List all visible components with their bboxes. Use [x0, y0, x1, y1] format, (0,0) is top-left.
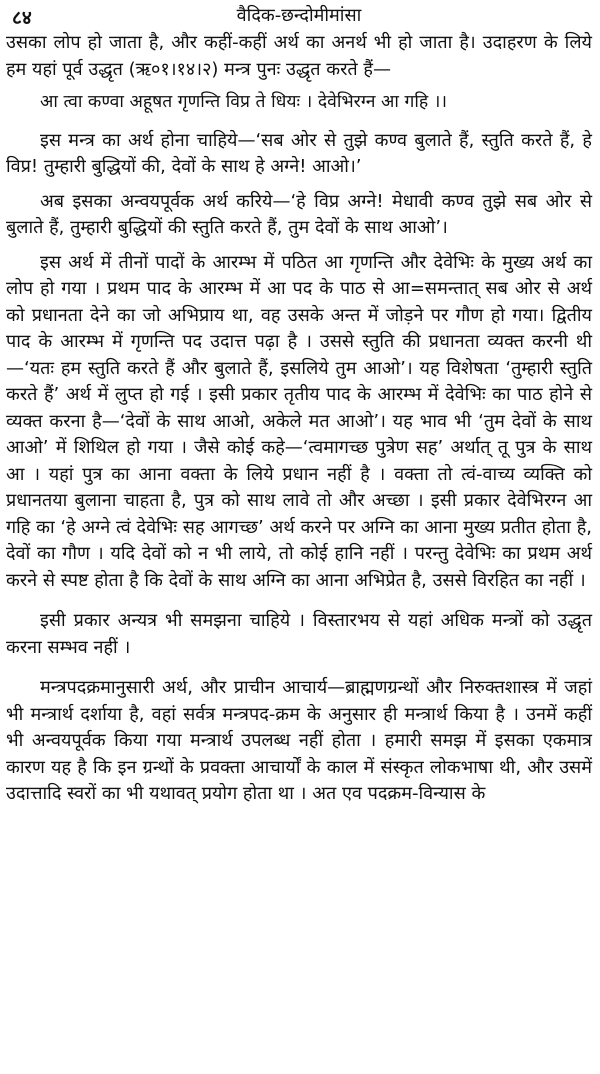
- paragraph-meaning: इस मन्त्र का अर्थ होना चाहिये—‘सब ओर से तुझे कण्व बुलाते हैं, स्तुति करते हैं, हे विप्र! तुम्हारी बुद्धियों की, देवों के साथ हे अग्ने! आओ।’: [6, 129, 592, 177]
- running-title: वैदिक-छन्दोमीमांसा: [236, 5, 362, 26]
- mantra-quote: आ त्वा कण्वा अहूषत गृणन्ति विप्र ते धियः । देवेभिरग्न आ गहि ।।: [40, 92, 447, 112]
- paragraph-analysis: इस अर्थ में तीनों पादों के आरम्भ में पठित आ गृणन्ति और देवेभिः के मुख्य अर्थ का लोप हो गया । प्रथम पाद के आरम्भ में आ पद के पाठ से आ=समन्तात् सब ओर से अर्थ को प्रधानता देने का जो अभिप्राय था, वह उसके अन्त में जोड़ने पर गौण हो गया। द्वितीय पाद के आरम्भ में गृणन्ति पद उदात्त पढ़ा है । उससे स्तुति की प्रधानता व्यक्त करनी थी—‘यतः हम स्तुति करते हैं और बुलाते हैं, इसलिये तुम आओ’। यह विशेषता ‘तुम्हारी स्तुति करते हैं’ अर्थ में लुप्त हो गई । इसी प्रकार तृतीय पाद के आरम्भ में देवेभिः का पाठ होने से व्यक्त करना है—‘देवों के साथ आओ, अकेले मत आओ’। यह भाव भी ‘तुम देवों के साथ आओ’ में शिथिल हो गया । जैसे कोई कहे—‘त्वमागच्छ पुत्रेण सह’ अर्थात् तू पुत्र के साथ आ । यहां पुत्र का आना वक्ता के लिये प्रधान नहीं है । वक्ता तो त्वं-वाच्य व्यक्ति को प्रधानतया बुलाना चाहता है, पुत्र को साथ लावे तो और अच्छा । इसी प्रकार देवेभिरग्न आ गहि का ‘हे अग्ने त्वं देवेभिः सह आगच्छ’ अर्थ करने पर अग्नि का आना मुख्य प्रतीत होता है, देवों का गौण । यदि देवों को न भी लाये, तो कोई हानि नहीं । परन्तु देवेभिः का प्रथम अर्थ करने से स्पष्ट होता है कि देवों के साथ अग्नि का आना अभिप्रेत है, उससे विरहित का नहीं ।: [6, 251, 592, 591]
- page-number: ८४: [12, 7, 32, 29]
- paragraph-conclusion: इसी प्रकार अन्यत्र भी समझना चाहिये । विस्तारभय से यहां अधिक मन्त्रों को उद्धृत करना सम्भव नहीं ।: [6, 610, 592, 658]
- paragraph-section-heading: मन्त्रपदक्रमानुसारी अर्थ, और प्राचीन आचार्य—ब्राह्मणग्रन्थों और निरुक्तशास्त्र में जहां भी मन्त्रार्थ दर्शाया है, वहां सर्वत्र मन्त्रपद-क्रम के अनुसार ही मन्त्रार्थ किया है । उनमें कहीं भी अन्वयपूर्वक किया गया मन्त्रार्थ उपलब्ध नहीं होता । हमारी समझ में इसका एकमात्र कारण यह है कि इन ग्रन्थों के प्रवक्ता आचार्यों के काल में संस्कृत लोकभाषा थी, और उसमें उदात्तादि स्वरों का भी यथावत् प्रयोग होता था । अत एव पदक्रम-विन्यास के: [6, 677, 592, 804]
- page-header: [6, 0, 592, 30]
- paragraph-intro: उसका लोप हो जाता है, और कहीं-कहीं अर्थ का अनर्थ भी हो जाता है। उदाहरण के लिये हम यहां पूर्व उद्धृत (ऋ०१।१४।२) मन्त्र पुनः उद्धृत करते हैं—: [6, 32, 592, 80]
- paragraph-anvaya: अब इसका अन्वयपूर्वक अर्थ करिये—‘हे विप्र अग्ने! मेधावी कण्व तुझे सब ओर से बुलाते हैं, तुम्हारी बुद्धियों की स्तुति करते हैं, तुम देवों के साथ आओ’।: [6, 190, 592, 238]
